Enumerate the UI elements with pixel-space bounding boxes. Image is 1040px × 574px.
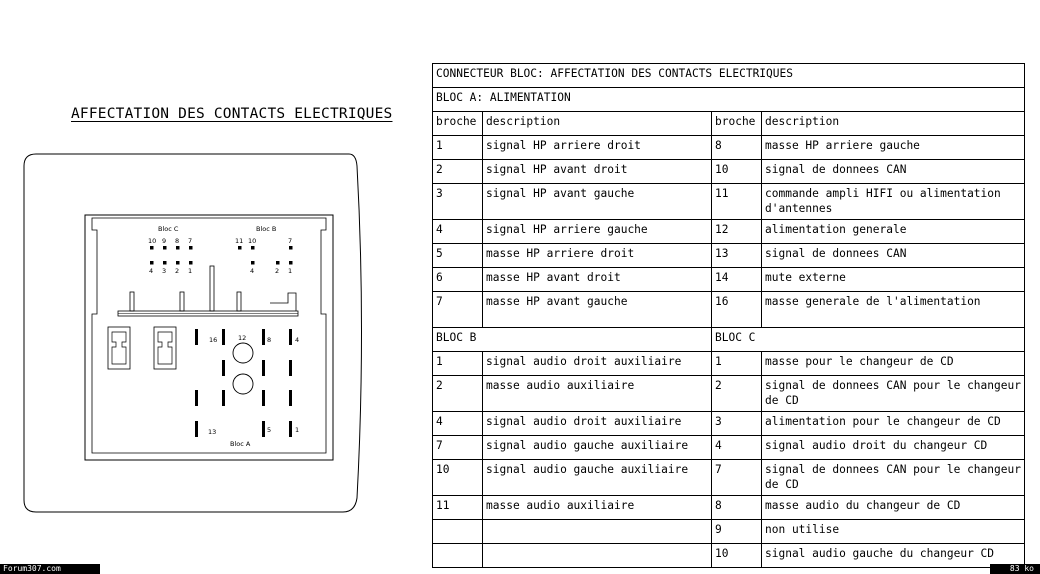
pin-number: 7 <box>712 460 762 496</box>
pin-marker <box>176 261 180 265</box>
pin-description: signal HP avant droit <box>483 160 712 184</box>
bloc-b-num: 11 <box>235 237 244 245</box>
pin-number: 13 <box>712 244 762 268</box>
pin-number: 2 <box>712 376 762 412</box>
pin-a <box>195 390 198 406</box>
table-row <box>433 544 1025 568</box>
pin-a <box>262 329 265 345</box>
column-header-row <box>433 112 1025 136</box>
bloc-b-num: 4 <box>250 267 255 275</box>
table-row <box>433 352 1025 376</box>
pin-a <box>289 421 292 437</box>
pin-description: masse audio auxiliaire <box>483 376 712 412</box>
bloc-c-num: 9 <box>162 237 167 245</box>
table-row <box>433 136 1025 160</box>
pin-a <box>195 329 198 345</box>
pin-description: masse HP arriere droit <box>483 244 712 268</box>
pin-number: 16 <box>712 292 762 328</box>
pin-description: non utilise <box>762 520 1025 544</box>
bloc-a-title-row <box>433 88 1025 112</box>
pin-number: 9 <box>712 520 762 544</box>
pin-marker <box>163 246 167 250</box>
pin-number: 12 <box>712 220 762 244</box>
pin-description: signal audio droit du changeur CD <box>762 436 1025 460</box>
pin-marker <box>251 261 255 265</box>
pin-number: 10 <box>433 460 483 496</box>
bloc-c-num: 10 <box>148 237 157 245</box>
bloc-c-num: 2 <box>175 267 180 275</box>
pin-number: 1 <box>712 352 762 376</box>
pin-number: 10 <box>712 544 762 568</box>
pin-marker <box>276 261 280 265</box>
pin-number: 1 <box>433 352 483 376</box>
connector-diagram <box>0 0 432 574</box>
pin-number: 8 <box>712 496 762 520</box>
pin-marker <box>289 261 293 265</box>
pin-description: masse audio du changeur de CD <box>762 496 1025 520</box>
pin-description: signal HP avant gauche <box>483 184 712 220</box>
table-row <box>433 436 1025 460</box>
pin-description: signal audio gauche auxiliaire <box>483 436 712 460</box>
pin-description: signal HP arriere gauche <box>483 220 712 244</box>
pin-a <box>289 360 292 376</box>
pin-number: 11 <box>433 496 483 520</box>
pin-a <box>222 360 225 376</box>
column-description: description <box>762 112 1025 136</box>
bloc-bc-title-row <box>433 328 1025 352</box>
pin-description: masse HP avant droit <box>483 268 712 292</box>
pin-description: masse HP arriere gauche <box>762 136 1025 160</box>
pin-marker <box>150 246 154 250</box>
bloc-b-num: 7 <box>288 237 293 245</box>
pin-description: signal audio droit auxiliaire <box>483 412 712 436</box>
pin-description: alimentation pour le changeur de CD <box>762 412 1025 436</box>
table-header-row <box>433 64 1025 88</box>
bloc-a-title: BLOC A: ALIMENTATION <box>433 88 1025 112</box>
pin-number: 6 <box>433 268 483 292</box>
pin-number: 4 <box>433 412 483 436</box>
table-row <box>433 460 1025 496</box>
bloc-b-num: 10 <box>248 237 257 245</box>
bloc-c-num: 7 <box>188 237 193 245</box>
pin-description: masse audio auxiliaire <box>483 496 712 520</box>
pin-number: 7 <box>433 292 483 328</box>
table-row <box>433 220 1025 244</box>
pin-marker <box>251 246 255 250</box>
pin-a <box>289 390 292 406</box>
table-row <box>433 160 1025 184</box>
pin-number: 2 <box>433 160 483 184</box>
table-row <box>433 412 1025 436</box>
pin-description: signal de donnees CAN pour le changeur de CD <box>762 460 1025 496</box>
bloc-a-label: Bloc A <box>230 440 251 448</box>
pin-marker <box>238 246 242 250</box>
bloc-c-num: 3 <box>162 267 167 275</box>
cavity <box>154 327 176 369</box>
round-contact <box>233 343 253 363</box>
pin-description: signal audio droit auxiliaire <box>483 352 712 376</box>
pin-number: 11 <box>712 184 762 220</box>
pin-number: 1 <box>433 136 483 160</box>
pin-marker <box>163 261 167 265</box>
bloc-c-title: BLOC C <box>712 328 1025 352</box>
pin-a <box>222 329 225 345</box>
footer-site: Forum307.com <box>0 564 100 574</box>
housing-outline <box>24 154 362 512</box>
bloc-b-num: 2 <box>275 267 280 275</box>
bloc-b-num: 1 <box>288 267 293 275</box>
table-row <box>433 520 1025 544</box>
pin-number: 4 <box>433 220 483 244</box>
table-row <box>433 184 1025 220</box>
pin-description: signal de donnees CAN pour le changeur de CD <box>762 376 1025 412</box>
pin-description: signal de donnees CAN <box>762 160 1025 184</box>
bloc-c-num: 8 <box>175 237 180 245</box>
pin-marker <box>176 246 180 250</box>
pin-marker <box>289 246 293 250</box>
round-contact <box>233 374 253 394</box>
pin-marker <box>189 246 193 250</box>
contacts-table <box>432 63 1025 568</box>
bloc-b-label: Bloc B <box>256 225 277 233</box>
pin-label: 16 <box>209 336 218 344</box>
table-row <box>433 244 1025 268</box>
pin-description: signal de donnees CAN <box>762 244 1025 268</box>
pin-number: 2 <box>433 376 483 412</box>
pin-number: 10 <box>712 160 762 184</box>
bloc-c-num: 1 <box>188 267 193 275</box>
pin-description: masse pour le changeur de CD <box>762 352 1025 376</box>
pin-a <box>262 390 265 406</box>
bloc-c-num: 4 <box>149 267 154 275</box>
pin-a <box>262 360 265 376</box>
pin-number: 14 <box>712 268 762 292</box>
pin-description: masse generale de l'alimentation <box>762 292 1025 328</box>
table-row <box>433 496 1025 520</box>
column-description: description <box>483 112 712 136</box>
bloc-b-title: BLOC B <box>433 328 712 352</box>
table-header: CONNECTEUR BLOC: AFFECTATION DES CONTACTS ELECTRIQUES <box>433 64 1025 88</box>
pin-number: 3 <box>712 412 762 436</box>
pin-a <box>195 421 198 437</box>
footer-size: 83 ko <box>990 564 1040 574</box>
pin-number: 4 <box>712 436 762 460</box>
pin-label: 1 <box>295 426 300 434</box>
pin-description: mute externe <box>762 268 1025 292</box>
table-row <box>433 268 1025 292</box>
pin-description: commande ampli HIFI ou alimentation d'antennes <box>762 184 1025 220</box>
pin-marker <box>150 261 154 265</box>
pin-description <box>483 544 712 568</box>
table-row <box>433 292 1025 328</box>
pin-description <box>483 520 712 544</box>
pin-description: signal audio gauche du changeur CD <box>762 544 1025 568</box>
pin-number: 8 <box>712 136 762 160</box>
cavity <box>108 327 130 369</box>
pin-number <box>433 544 483 568</box>
pin-number: 3 <box>433 184 483 220</box>
left-title: AFFECTATION DES CONTACTS ELECTRIQUES <box>71 106 393 122</box>
column-broche: broche <box>712 112 762 136</box>
pin-description: signal HP arriere droit <box>483 136 712 160</box>
pin-a <box>262 421 265 437</box>
pin-number <box>433 520 483 544</box>
pin-number: 5 <box>433 244 483 268</box>
pin-number: 7 <box>433 436 483 460</box>
pin-marker <box>189 261 193 265</box>
pin-description: signal audio gauche auxiliaire <box>483 460 712 496</box>
pin-description: masse HP avant gauche <box>483 292 712 328</box>
pin-label: 8 <box>267 336 272 344</box>
pin-label: 12 <box>238 334 247 342</box>
pin-a <box>222 390 225 406</box>
pin-description: alimentation generale <box>762 220 1025 244</box>
table-row <box>433 376 1025 412</box>
column-broche: broche <box>433 112 483 136</box>
bloc-c-label: Bloc C <box>158 225 179 233</box>
pin-label: 5 <box>267 426 272 434</box>
pin-label: 13 <box>208 428 217 436</box>
pin-a <box>289 329 292 345</box>
pin-label: 4 <box>295 336 300 344</box>
